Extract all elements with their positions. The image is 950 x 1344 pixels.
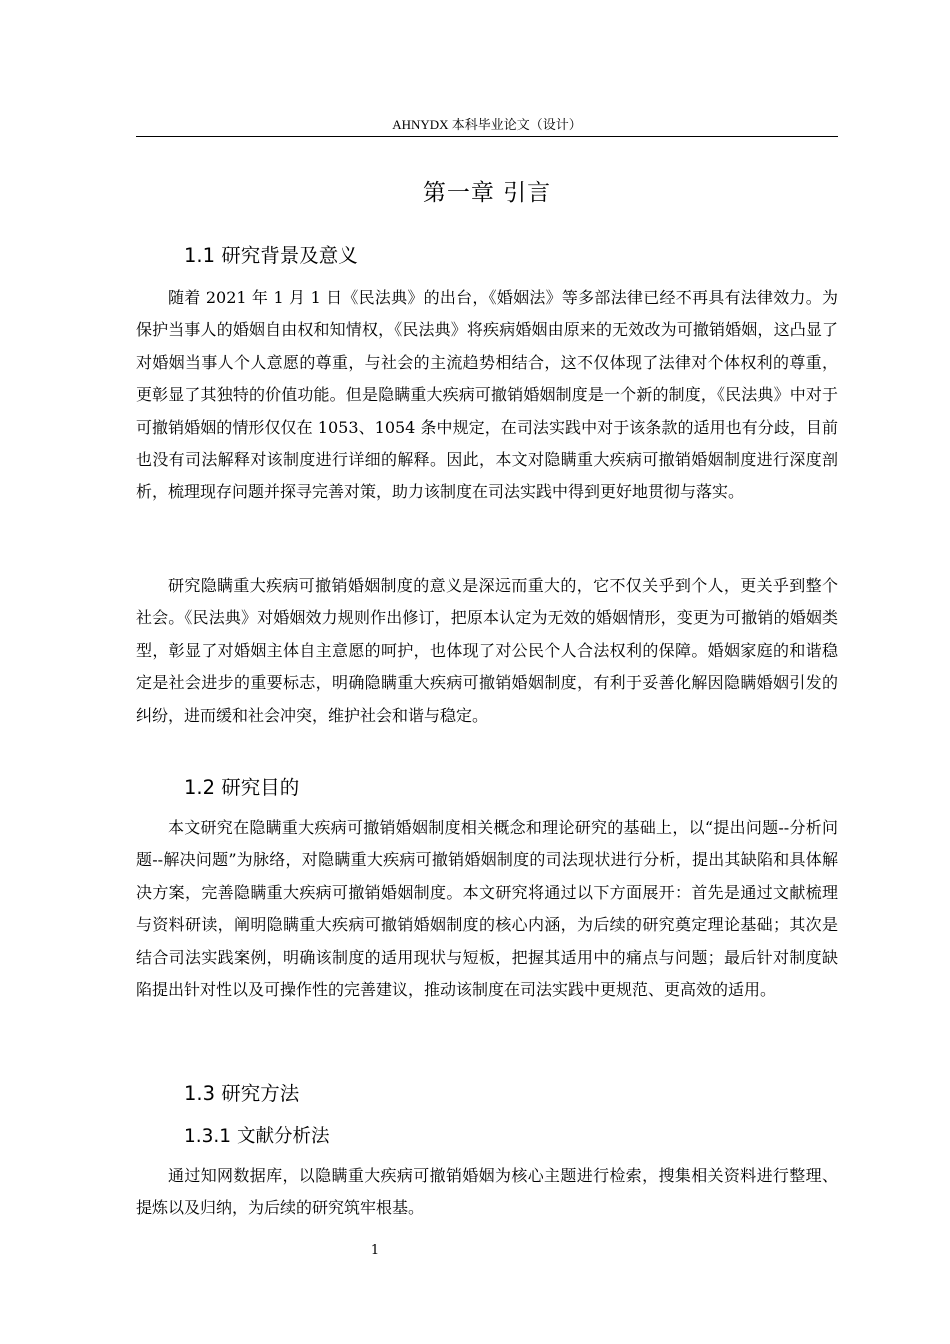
header-rule [136, 136, 838, 137]
section-heading-1-1: 1.1 研究背景及意义 [184, 244, 358, 267]
chapter-title: 第一章 引言 [422, 180, 552, 206]
section-heading-1-2: 1.2 研究目的 [184, 776, 300, 799]
running-header: AHNYDX 本科毕业论文（设计） [392, 117, 582, 132]
page-number: 1 [370, 1243, 380, 1258]
paragraph-significance: 研究隐瞒重大疾病可撤销婚姻制度的意义是深远而重大的，它不仅关乎到个人，更关乎到整个社会。《民法典》对婚姻效力规则作出修订，把原本认定为无效的婚姻情形，变更为可撤销的婚姻类型，彰显了对婚姻主体自主意愿的呵护，也体现了对公民个人合法权利的保障。婚姻家庭的和谐稳定是社会进步的重要标志，明确隐瞒重大疾病可撤销婚姻制度，有利于妥善化解因隐瞒婚姻引发的纠纷，进而缓和社会冲突，维护社会和谐与稳定。 [136, 576, 838, 725]
paragraph-background-1: 随着 2021 年 1 月 1 日《民法典》的出台，《婚姻法》等多部法律已经不再具有法律效力。为保护当事人的婚姻自由权和知情权，《民法典》将疾病婚姻由原来的无效改为可撤销婚姻，这凸显了对婚姻当事人个人意愿的尊重，与社会的主流趋势相结合，这不仅体现了法律对个体权利的尊重，更彰显了其独特的价值功能。但是隐瞒重大疾病可撤销婚姻制度是一个新的制度，《民法典》中对于可撤销婚姻的情形仅仅在 1053、1054 条中规定，在司法实践中对于该条款的适用也有分歧，目前也没有司法解释对该制度进行详细的解释。因此，本文对隐瞒重大疾病可撤销婚姻制度进行深度剖析，梳理现存问题并探寻完善对策，助力该制度在司法实践中得到更好地贯彻与落实。 [136, 288, 838, 502]
paragraph-purpose: 本文研究在隐瞒重大疾病可撤销婚姻制度相关概念和理论研究的基础上，以“提出问题--分析问题--解决问题”为脉络，对隐瞒重大疾病可撤销婚姻制度的司法现状进行分析，提出其缺陷和具体解决方案，完善隐瞒重大疾病可撤销婚姻制度。本文研究将通过以下方面展开：首先是通过文献梳理与资料研读，阐明隐瞒重大疾病可撤销婚姻制度的核心内涵，为后续的研究奠定理论基础；其次是结合司法实践案例，明确该制度的适用现状与短板，把握其适用中的痛点与问题；最后针对制度缺陷提出针对性以及可操作性的完善建议，推动该制度在司法实践中更规范、更高效的适用。 [136, 818, 838, 1000]
paragraph-literature-analysis: 通过知网数据库，以隐瞒重大疾病可撤销婚姻为核心主题进行检索，搜集相关资料进行整理、提炼以及归纳，为后续的研究筑牢根基。 [136, 1166, 838, 1218]
section-heading-1-3: 1.3 研究方法 [184, 1082, 300, 1105]
subsection-heading-1-3-1: 1.3.1 文献分析法 [184, 1126, 330, 1147]
